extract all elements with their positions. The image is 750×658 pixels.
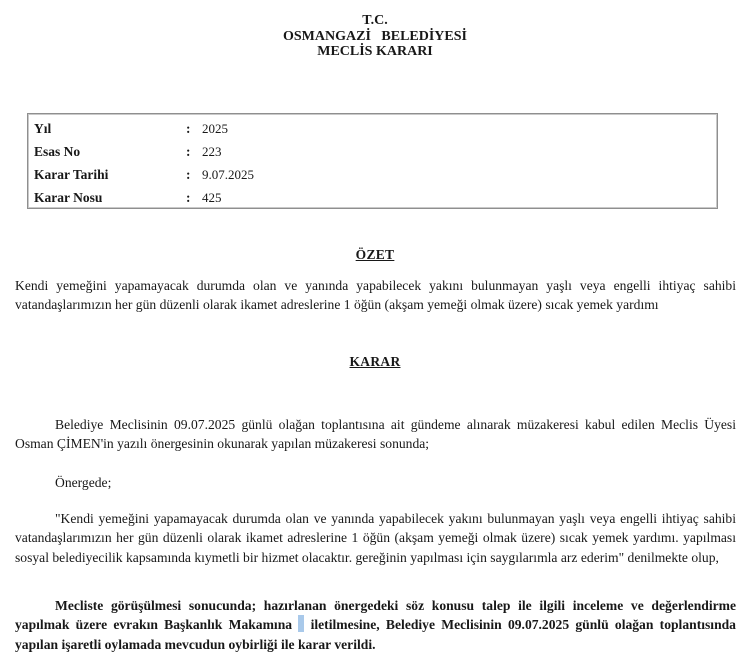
decision-intro-paragraph: Belediye Meclisinin 09.07.2025 günlü olağan toplantısına ait gündeme alınarak müzakeresi kabul edilen Meclis Üyesi Osman ÇİMEN'in yazılı önergesinin okunarak yapılan müzakeresi sonunda; bbox=[15, 417, 736, 452]
header-doc-type-line: MECLİS KARARI bbox=[317, 44, 433, 59]
header-municipality-line: OSMANGAZİ BELEDİYESİ bbox=[283, 28, 467, 44]
year-colon: : bbox=[186, 120, 191, 136]
decision-date-colon: : bbox=[186, 166, 191, 182]
header-republic-line: T.C. bbox=[362, 13, 388, 28]
document-header bbox=[0, 13, 750, 60]
decision-result-text-after-cursor: iletilmesine, Belediye Meclisinin 09.07.2025 günlü olağan toplantısında yapılan işaretli oylamada mevcudun oybirliği ile karar verildi. bbox=[15, 617, 736, 652]
case-no-label: Esas No bbox=[34, 143, 81, 159]
decision-info-table bbox=[27, 113, 718, 209]
table-row-year bbox=[34, 117, 717, 140]
decision-date-label: Karar Tarihi bbox=[34, 166, 109, 182]
decision-no-value: 425 bbox=[202, 189, 222, 205]
year-value: 2025 bbox=[202, 120, 228, 136]
text-selection-cursor[interactable] bbox=[298, 615, 304, 632]
summary-heading: ÖZET bbox=[355, 247, 395, 262]
table-row-decision-no bbox=[34, 186, 717, 209]
motion-quote-paragraph: "Kendi yemeğini yapamayacak durumda olan ve yanında yapabilecek yakını bulunmayan yaşlı veya engelli ihtiyaç sahibi vatandaşlarımızın her gün düzenli olarak ikamet adreslerine 1 öğün (akşam yemeği olmak üzere) sıcak yemek yardımı. yapılması sosyal belediyecilik kapsamında kıymetli bir hizmet olacaktır. gereğinin yapılması için saygılarımla arz ederim" denilmekte olup, bbox=[15, 511, 736, 565]
decision-result-text-before-cursor: Mecliste görüşülmesi sonucunda; hazırlanan önergedeki söz konusu talep ile ilgili inceleme ve değerlendirme yapılmak üzere evrakın Başkanlık Makamına bbox=[15, 598, 736, 633]
decision-heading: KARAR bbox=[349, 354, 401, 369]
motion-lead-in-paragraph: Önergede; bbox=[55, 475, 112, 490]
table-row-case-no bbox=[34, 140, 717, 163]
decision-no-colon: : bbox=[186, 189, 191, 205]
summary-paragraph: Kendi yemeğini yapamayacak durumda olan ve yanında yapabilecek yakını bulunmayan yaşlı veya engelli ihtiyaç sahibi vatandaşlarımızın her gün düzenli olarak ikamet adreslerine 1 öğün (akşam yemeği olmak üzere) sıcak yemek yardımı bbox=[15, 278, 736, 313]
decision-no-label: Karar Nosu bbox=[34, 189, 103, 205]
table-row-decision-date bbox=[34, 163, 717, 186]
decision-result-paragraph bbox=[15, 596, 736, 654]
case-no-value: 223 bbox=[202, 143, 222, 159]
decision-date-value: 9.07.2025 bbox=[202, 166, 254, 182]
case-no-colon: : bbox=[186, 143, 191, 159]
year-label: Yıl bbox=[34, 120, 52, 136]
